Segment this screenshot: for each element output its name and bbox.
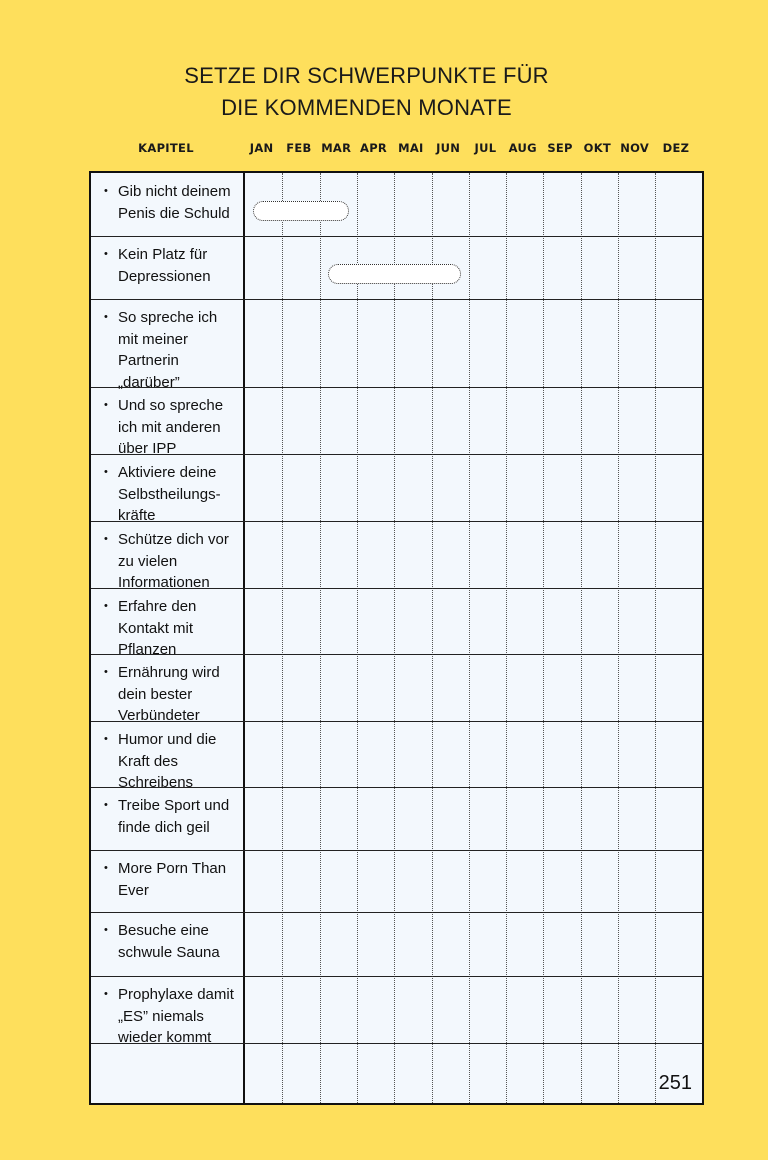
chapter-label-line: zu vielen xyxy=(118,552,178,570)
bullet-icon: • xyxy=(104,862,108,874)
month-column-divider xyxy=(320,173,321,1103)
month-column-divider xyxy=(469,173,470,1103)
bullet-icon: • xyxy=(104,533,108,545)
header-month-mar: MAR xyxy=(321,141,352,155)
chapter-label-line: Pflanzen xyxy=(118,641,177,658)
bullet-icon: • xyxy=(104,311,108,323)
header-month-nov: NOV xyxy=(620,141,650,155)
bullet-icon: • xyxy=(104,666,108,678)
chapter-row-label xyxy=(91,462,241,527)
chapter-label-line: kräfte xyxy=(118,507,156,524)
chapter-label-line: Prophylaxe damit xyxy=(118,986,234,1003)
chapter-label-line: schwule Sauna xyxy=(118,943,220,961)
chapter-label-line: Depressionen xyxy=(118,267,211,285)
month-column-divider xyxy=(655,173,656,1103)
page-title xyxy=(0,60,733,124)
chapter-label-line: Besuche eine xyxy=(118,922,209,939)
row-divider xyxy=(91,454,702,455)
chapter-row-label xyxy=(91,795,241,838)
row-divider xyxy=(91,588,702,589)
month-column-divider xyxy=(543,173,544,1103)
page-number: 251 xyxy=(658,1072,692,1094)
header-month-jul: JUL xyxy=(474,141,497,155)
chapter-label-line: wieder kommt xyxy=(118,1029,212,1046)
header-month-jan: JAN xyxy=(249,141,274,155)
chapter-label-line: So spreche ich xyxy=(118,309,218,326)
row-divider xyxy=(91,654,702,655)
title-line-2: DIE KOMMENDEN MONATE xyxy=(221,95,512,120)
chapter-row-label xyxy=(91,529,241,594)
chapter-label-line: Humor und die xyxy=(118,731,217,748)
bullet-icon: • xyxy=(104,799,108,811)
chapter-label-line: über IPP xyxy=(118,440,177,457)
chapter-row-label xyxy=(91,858,241,901)
chapter-label-line: „darüber” xyxy=(118,373,180,391)
month-column-divider xyxy=(357,173,358,1103)
month-column-divider xyxy=(581,173,582,1103)
bullet-icon: • xyxy=(104,924,108,936)
chapter-row-label xyxy=(91,307,241,393)
bullet-icon: • xyxy=(104,248,108,260)
row-divider xyxy=(91,850,702,851)
chapter-label-line: ich mit anderen xyxy=(118,418,221,436)
header-chapter: KAPITEL xyxy=(138,141,194,155)
chapter-label-line: Schreibens xyxy=(118,774,194,791)
bullet-icon: • xyxy=(104,185,108,197)
header-month-sep: SEP xyxy=(547,141,573,155)
chapter-label-line: Ernährung wird xyxy=(118,664,220,681)
chapter-label-line: Erfahre den xyxy=(118,598,197,615)
chapter-label-line: Verbündeter xyxy=(118,707,200,724)
header-month-okt: OKT xyxy=(583,141,612,155)
header-month-mai: MAI xyxy=(398,141,424,155)
title-line-1: SETZE DIR SCHWERPUNKTE FÜR xyxy=(184,63,549,88)
row-divider xyxy=(91,387,702,388)
chapter-label-line: Selbstheilungs- xyxy=(118,485,221,503)
chapter-label-line: Informationen xyxy=(118,574,210,591)
planner-table xyxy=(89,171,704,1105)
chapter-row-label xyxy=(91,395,241,460)
header-month-apr: APR xyxy=(360,141,388,155)
chapter-label-line: Treibe Sport und xyxy=(118,797,230,814)
chapter-label-line: Gib nicht deinem xyxy=(118,183,231,200)
chapter-label-line: Und so spreche xyxy=(118,397,224,414)
row-divider xyxy=(91,721,702,722)
header-month-dez: DEZ xyxy=(662,141,690,155)
chapter-label-line: Aktiviere deine xyxy=(118,464,217,481)
chapter-label-line: Kraft des xyxy=(118,752,179,770)
row-divider xyxy=(91,787,702,788)
bullet-icon: • xyxy=(104,600,108,612)
month-column-divider xyxy=(282,173,283,1103)
row-divider xyxy=(91,912,702,913)
chapter-row-label xyxy=(91,920,241,963)
chapter-label-line: Ever xyxy=(118,881,149,899)
chapter-row-label xyxy=(91,244,241,287)
month-column-divider xyxy=(506,173,507,1103)
bullet-icon: • xyxy=(104,466,108,478)
chapter-row-label xyxy=(91,181,241,224)
chapter-label-line: Partnerin xyxy=(118,352,179,369)
bullet-icon: • xyxy=(104,399,108,411)
chapter-row-label xyxy=(91,729,241,794)
month-column-divider xyxy=(618,173,619,1103)
chapter-label-line: finde dich geil xyxy=(118,818,210,836)
row-divider xyxy=(91,976,702,977)
schedule-bar[interactable] xyxy=(328,264,461,284)
header-month-feb: FEB xyxy=(286,141,312,155)
month-column-divider xyxy=(394,173,395,1103)
chapter-column-divider xyxy=(243,173,245,1103)
chapter-label-line: More Porn Than xyxy=(118,860,227,877)
chapter-label-line: Kontakt mit xyxy=(118,619,194,637)
chapter-label-line: Kein Platz für xyxy=(118,246,208,263)
schedule-bar[interactable] xyxy=(253,201,349,221)
chapter-label-line: Schütze dich vor xyxy=(118,531,229,548)
header-month-jun: JUN xyxy=(436,141,461,155)
chapter-row-label xyxy=(91,662,241,727)
chapter-label-line: Penis die Schuld xyxy=(118,204,230,222)
month-column-divider xyxy=(432,173,433,1103)
chapter-label-line: mit meiner xyxy=(118,330,189,348)
row-divider xyxy=(91,236,702,237)
bullet-icon: • xyxy=(104,988,108,1000)
chapter-row-label xyxy=(91,984,241,1049)
header-month-aug: AUG xyxy=(508,141,537,155)
row-divider xyxy=(91,1043,702,1044)
row-divider xyxy=(91,299,702,300)
row-divider xyxy=(91,521,702,522)
chapter-row-label xyxy=(91,596,241,661)
chapter-label-line: „ES” niemals xyxy=(118,1007,204,1025)
bullet-icon: • xyxy=(104,733,108,745)
chapter-label-line: dein bester xyxy=(118,685,193,703)
